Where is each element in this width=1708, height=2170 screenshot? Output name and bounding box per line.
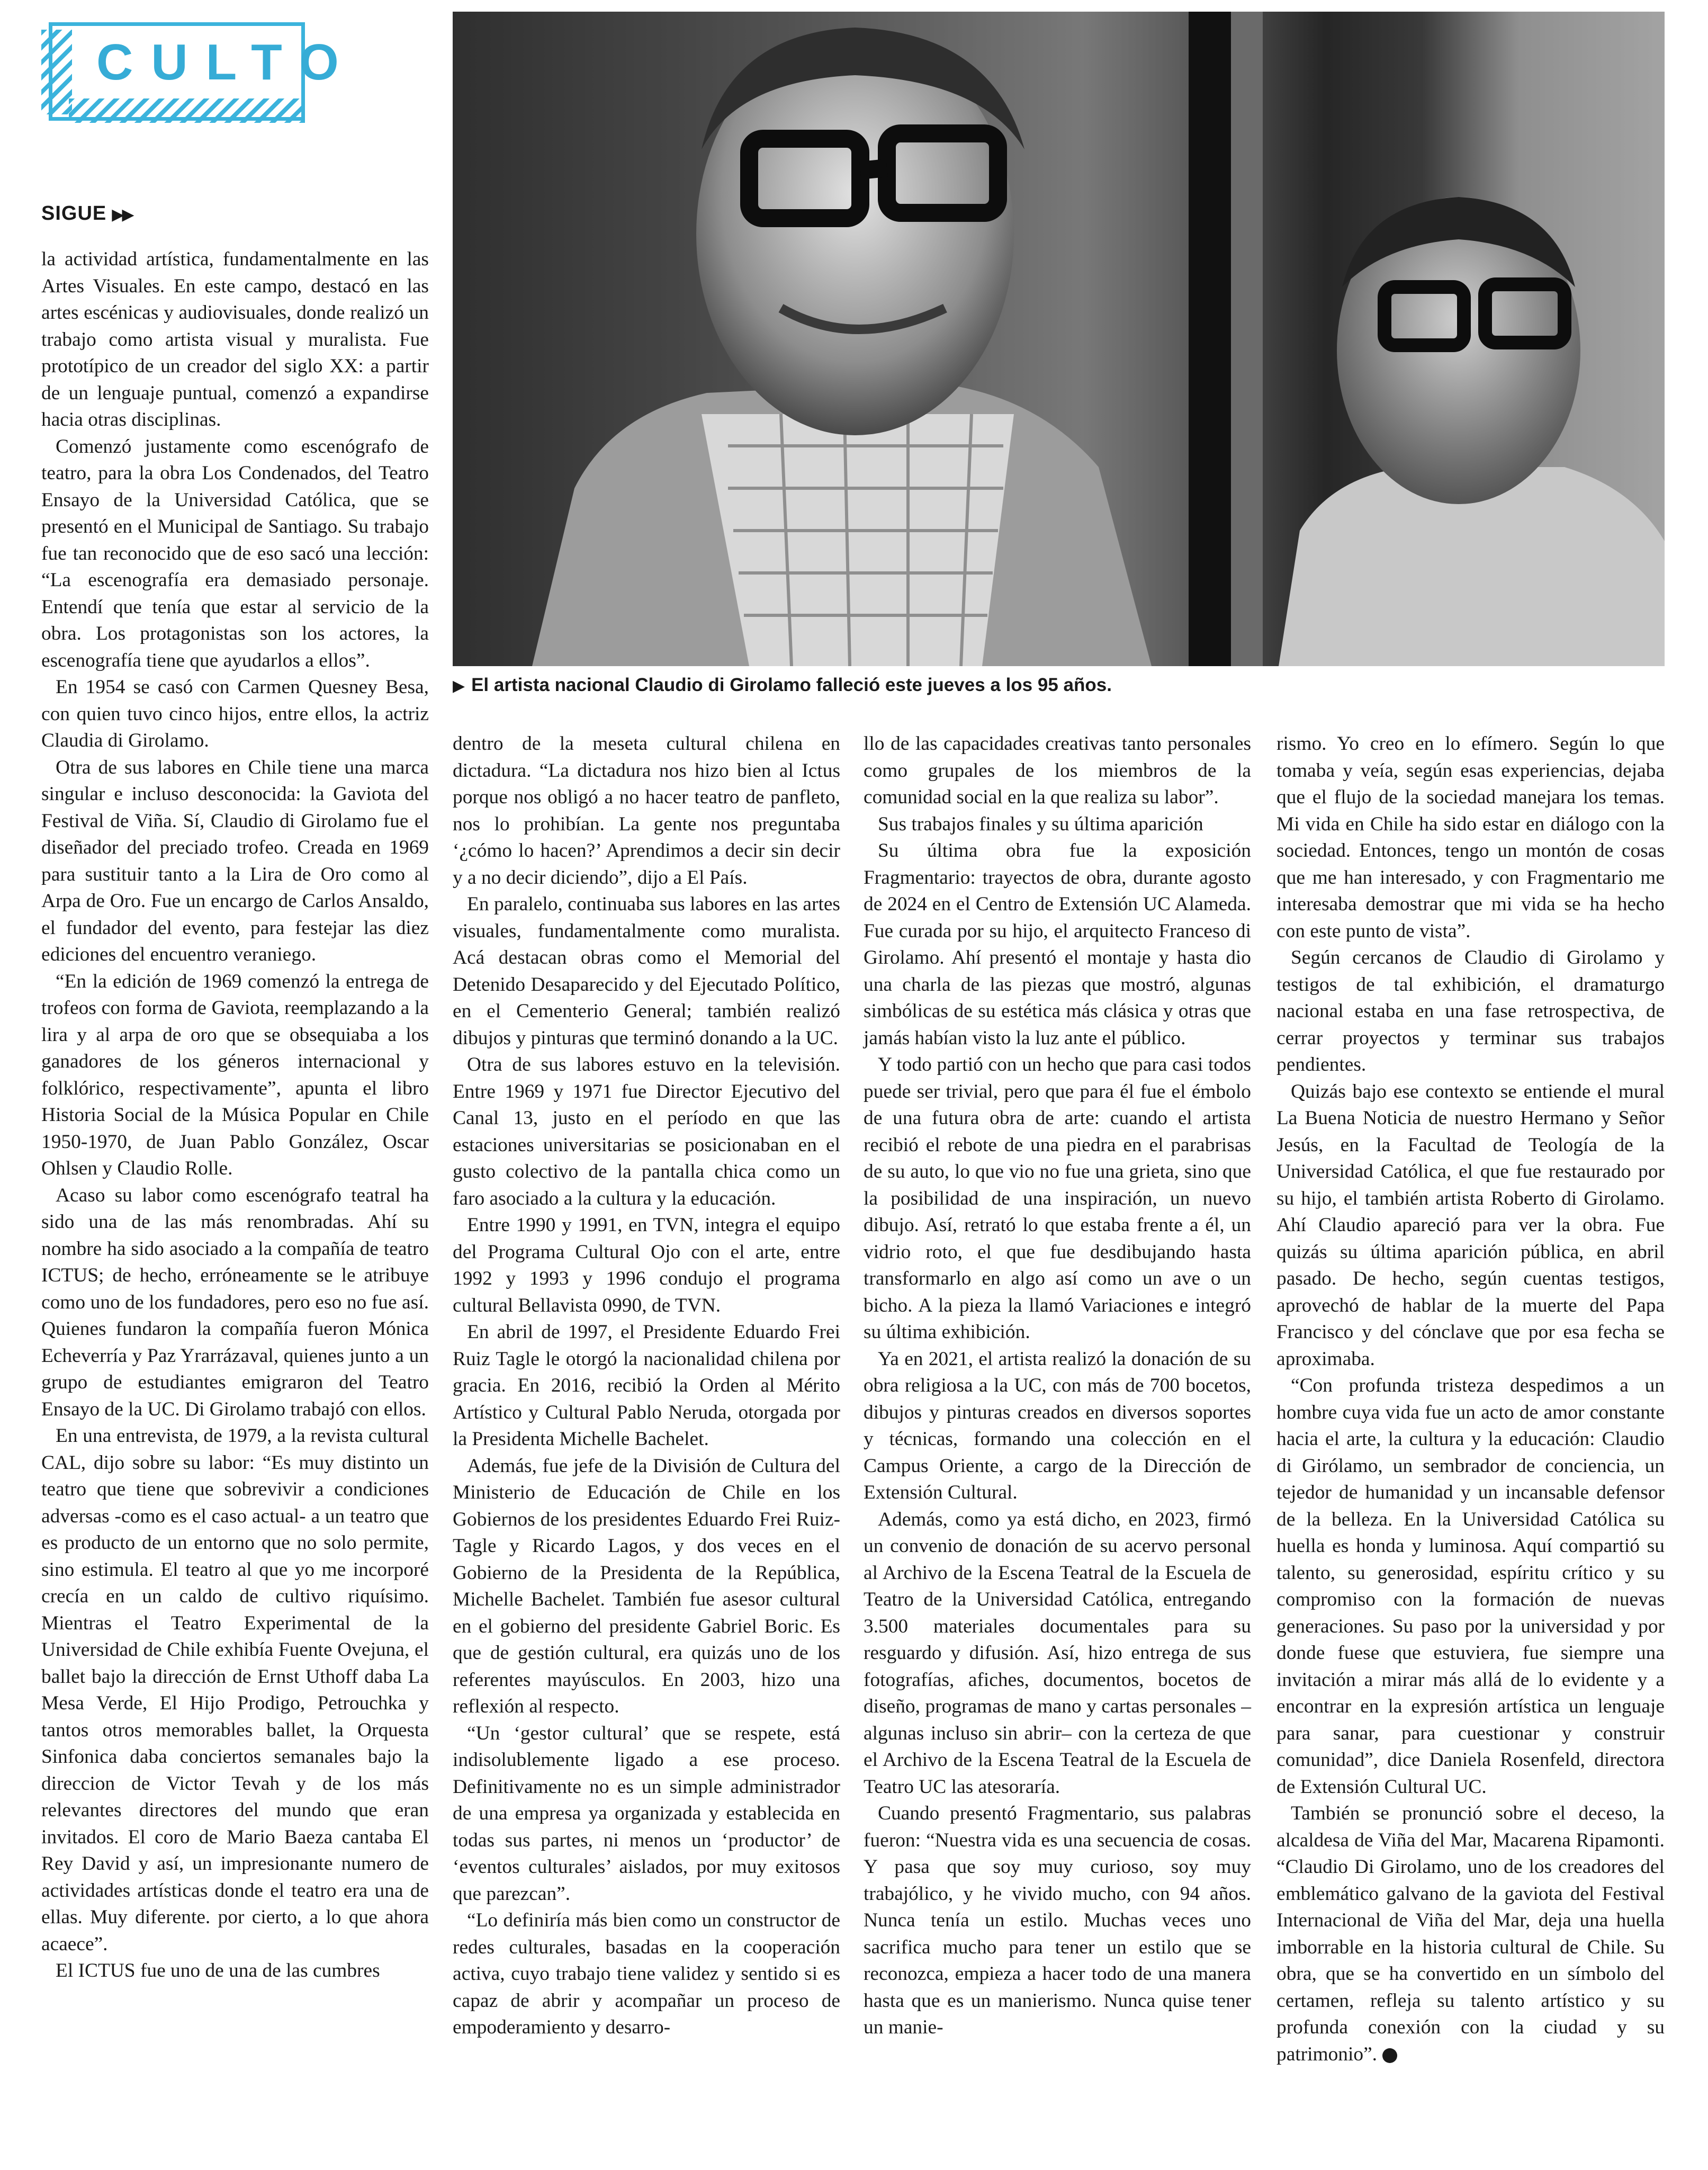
end-mark-icon [1382, 2048, 1397, 2063]
subheading [864, 811, 1251, 838]
paragraph [41, 755, 429, 969]
paragraph-text: En abril de 1997, el Presidente Eduardo Frei Ruiz Tagle le otorgó la nacionalidad chilena por gracia. En 2016, recibió la Orden al Mérito Artístico y Cultural Pablo Neruda, otorgada por la Presidenta Michelle Bachelet. [453, 1321, 840, 1450]
text-column-2 [453, 731, 840, 2041]
paragraph [864, 1052, 1251, 1346]
paragraph [1276, 1079, 1665, 1373]
paragraph-text: Otra de sus labores estuvo en la televisión. Entre 1969 y 1971 fue Director Ejecutivo del Canal 13, justo en el período en que las estaciones universitarias se posicionaban en el gusto colectivo de la pantalla chica como un faro asociado a la cultura y la educación. [453, 1054, 840, 1209]
door-frame [1189, 12, 1231, 666]
paragraph [864, 1507, 1251, 1801]
paragraph [1276, 945, 1665, 1079]
paragraph-text: “Lo definiría más bien como un constructor de redes culturales, basadas en la cooperación activa, cuyo trabajo tiene validez y sentido si es capaz de abrir y acompañar un proceso de empoderamiento y desarro- [453, 1909, 840, 2038]
paragraph [453, 1907, 840, 2041]
paragraph-text: Entre 1990 y 1991, en TVN, integra el equipo del Programa Cultural Ojo con el arte, entre 1992 y 1993 y 1996 condujo el programa cultural Bellavista 0990, de TVN. [453, 1214, 840, 1316]
paragraph [453, 1720, 840, 1908]
continued-label: SIGUE [41, 202, 107, 225]
paragraph-text: Además, fue jefe de la División de Cultura del Ministerio de Educación de Chile en los Gobiernos de los presidentes Eduardo Frei Ruiz-Tagle y Ricardo Lagos, y dos veces en el Gobierno de la Presidenta de la República, Michelle Bachelet. También fue asesor cultural en el gobierno del presidente Gabriel Boric. Es que de gestión cultural, era quizás uno de los referentes mayúsculos. En 2003, hizo una reflexión al respecto. [453, 1455, 840, 1717]
paragraph-text: dentro de la meseta cultural chilena en dictadura. “La dictadura nos hizo bien al Ictus porque nos obligó a no hacer teatro de panfleto, nos lo prohibían. La gente nos preguntaba ‘¿cómo lo hacen?’ Aprendimos a decir sin decir y a no decir diciendo”, dijo a El País. [453, 733, 840, 889]
paragraph-text: rismo. Yo creo en lo efímero. Según lo que tomaba y veía, según esas experiencias, dejaba que el flujo de la sociedad manejara los temas. Mi vida en Chile ha sido estar en diálogo con la sociedad. Entonces, tengo un montón de cosas que me han interesado, y con Fragmentario me interesaba demostrar que mi vida se ha hecho con este punto de vista”. [1276, 733, 1665, 942]
paragraph [864, 1800, 1251, 2041]
paragraph-text: “En la edición de 1969 comenzó la entrega de trofeos con forma de Gaviota, reemplazando a la lira y al arpa de oro que se obsequiaba a los ganadores de los géneros internacional y folklórico, respectivamente”, apunta el libro Historia Social de la Música Popular en Chile 1950-1970, de Juan Pablo González, Oscar Ohlsen y Claudio Rolle. [41, 970, 429, 1179]
paragraph [453, 1319, 840, 1453]
section-name: CULTO [78, 31, 301, 94]
paragraph-text: En paralelo, continuaba sus labores en las artes visuales, fundamentalmente como muralista. Acá destacan obras como el Memorial del Detenido Desaparecido y del Ejecutado Político, en el Cementerio General; también realizó dibujos y pinturas que terminó donando a la UC. [453, 893, 840, 1049]
paragraph-text: El ICTUS fue uno de una de las cumbres [56, 1960, 380, 1981]
paragraph-text: Su última obra fue la exposición Fragmentario: trayectos de obra, durante agosto de 2024 en el Centro de Extensión UC Alameda. Fue curada por su hijo, el arquitecto Franceso di Girolamo. Ahí presentó el montaje y hasta dio una charla de las piezas que mostró, algunas simbólicas de su estética más clásica y otras que jamás habían visto la luz ante el público. [864, 840, 1251, 1049]
paragraph [453, 1052, 840, 1212]
text-column-4 [1276, 731, 1665, 2068]
mirror-edge [1231, 12, 1263, 666]
paragraph-text: la actividad artística, fundamentalmente en las Artes Visuales. En este campo, destacó en las artes escénicas y audiovisuales, donde realizó un trabajo como artista visual y muralista. Fue prototípico de un creador del siglo XX: a partir de un lenguaje puntual, comenzó a expandirse hacia otras disciplinas. [41, 248, 429, 431]
paragraph-text: También se pronunció sobre el deceso, la alcaldesa de Viña del Mar, Macarena Ripamonti. “Claudio Di Girolamo, uno de los creadores del emblemático galvano de la gaviota del Festival Internacional de Viña del Mar, deja una huella imborrable en la historia cultural de Chile. Su obra, que se ha convertido en un símbolo del certamen, refleja su talento artístico y su profunda conexión con la ciudad y su patrimonio”. [1276, 1803, 1665, 2065]
paragraph [1276, 1373, 1665, 1800]
paragraph-text: Y todo partió con un hecho que para casi todos puede ser trivial, pero que para él fue el émbolo de una futura obra de arte: cuando el artista recibió el rebote de una piedra en el parabrisas de su auto, lo que vio no fue una grieta, sino que la posibilidad de una inspiración, un nuevo dibujo. Así, retrató lo que estaba frente a él, un vidrio roto, el que fue desdibujando hasta transformarlo en algo así como un ave o un bicho. A la pieza la llamó Variaciones e integró su última exhibición. [864, 1054, 1251, 1343]
paragraph-text: Cuando presentó Fragmentario, sus palabras fueron: “Nuestra vida es una secuencia de cosas. Y pasa que soy muy curioso, soy muy trabajólico, y he vivido mucho, con 94 años. Nunca tenía un estilo. Muchas veces uno sacrifica mucho para tener un estilo que se reconozca, empieza a hacer todo de una manera hasta que es un manierismo. Nunca quise tener un manie- [864, 1803, 1251, 2038]
paragraph [864, 838, 1251, 1052]
paragraph [864, 1346, 1251, 1507]
text-column-3 [864, 731, 1251, 2041]
paragraph [41, 246, 429, 434]
paragraph [864, 731, 1251, 811]
paragraph [41, 1423, 429, 1958]
double-play-icon: ▶▶ [112, 206, 132, 223]
paragraph [1276, 731, 1665, 945]
text-column-1 [41, 246, 429, 1985]
paragraph [453, 731, 840, 891]
photo-caption [453, 674, 1665, 698]
paragraph-text: Sus trabajos finales y su última aparición [878, 813, 1203, 835]
paragraph-text: Otra de sus labores en Chile tiene una marca singular e incluso desconocida: la Gaviota del Festival de Viña. Sí, Claudio di Girolamo fue el diseñador del preciado trofeo. Creada en 1969 para sustituir tanto a la Lira de Oro como al Arpa de Oro. Fue un encargo de Carlos Ansaldo, el fundador del evento, para festejar las diez ediciones del encuentro veraniego. [41, 756, 429, 965]
paragraph-text: “Con profunda tristeza despedimos a un hombre cuya vida fue un acto de amor constante hacia el arte, la cultura y la educación: Claudio di Girólamo, un sembrador de conciencia, un tejedor de humanidad y un incansable defensor de la belleza. En la Universidad Católica su huella es honda y luminosa. Aquí compartió su talento, su generosidad, espíritu crítico y su compromiso con la formación de nuevas generaciones. Su paso por la universidad y por donde fuese que estuviera, fue siempre una invitación a mirar más allá de lo evidente y a encontrar en la expresión artística un lenguaje para sanar, para cuestionar y construir comunidad”, dice Daniela Rosenfeld, directora de Extensión Cultural UC. [1276, 1375, 1665, 1798]
paragraph-text: Además, como ya está dicho, en 2023, firmó un convenio de donación de su acervo personal al Archivo de la Escena Teatral de la Escuela de Teatro de la Universidad Católica, entregando 3.500 materiales documentales para su resguardo y difusión. Así, hizo entrega de sus fotografías, afiches, documentos, bocetos de diseño, programas de mano y cartas personales –algunas incluso sin abrir– con la certeza de que el Archivo de la Escena Teatral de la Escuela de Teatro UC las atesoraría. [864, 1508, 1251, 1798]
continued-marker [41, 202, 132, 225]
paragraph-text: Acaso su labor como escenógrafo teatral ha sido una de las más renombradas. Ahí su nombre ha sido asociado a la compañía de teatro ICTUS; de hecho, erróneamente se le atribuye como uno de los fundadores, pero eso no fue así. Quienes fundaron la compañía fueron Mónica Echeverría y Paz Yrarrázaval, quienes junto a un grupo de estudiantes emigraron del Teatro Ensayo de la UC. Di Girolamo trabajó con ellos. [41, 1184, 429, 1420]
paragraph-text: Según cercanos de Claudio di Girolamo y testigos de tal exhibición, el dramaturgo nacional estaba en una fase retrospectiva, de cerrar proyectos y terminar sus trabajos pendientes. [1276, 947, 1665, 1075]
paragraph-text: llo de las capacidades creativas tanto personales como grupales de los miembros de la comunidad social en la que realiza su labor”. [864, 733, 1251, 808]
paragraph [41, 1182, 429, 1423]
paragraph [41, 1958, 429, 1985]
paragraph-text: Quizás bajo ese contexto se entiende el mural La Buena Noticia de nuestro Hermano y Señor Jesús, en la Facultad de Teología de la Universidad Católica, el que fue restaurado por su hijo, el también artista Roberto di Girolamo. Ahí Claudio apareció para ver la obra. Fue quizás su última aparición pública, en abril pasado. De hecho, según cuentas testigos, aprovechó de hablar de la muerte del Papa Francisco y del cónclave que por esa fecha se aproximaba. [1276, 1080, 1665, 1370]
paragraph-text: Comenzó justamente como escenógrafo de teatro, para la obra Los Condenados, del Teatro Ensayo de la Universidad Católica, que se presentó en el Municipal de Santiago. Su trabajo fue tan reconocido que de eso sacó una lección: “La escenografía era demasiado personaje. Entendí que tenía que estar al servicio de la obra. Los protagonistas son los actores, la escenografía tiene que ayudarlos a ellos”. [41, 435, 429, 671]
paragraph [453, 891, 840, 1052]
paragraph [1276, 1800, 1665, 2068]
paragraph [41, 969, 429, 1182]
paragraph [41, 434, 429, 675]
paragraph [41, 674, 429, 755]
photo-illustration [453, 12, 1665, 666]
play-arrow-icon: ▶ [453, 677, 465, 695]
paragraph [453, 1453, 840, 1720]
paragraph-text: Ya en 2021, el artista realizó la donación de su obra religiosa a la UC, con más de 700 bocetos, dibujos y pinturas creados en diversos soportes y técnicas, formando una colección en el Campus Oriente, a cargo de la Dirección de Extensión Cultural. [864, 1348, 1251, 1503]
article-photo [453, 12, 1665, 666]
caption-text: El artista nacional Claudio di Girolamo falleció este jueves a los 95 años. [471, 675, 1112, 695]
paragraph [453, 1212, 840, 1319]
paragraph-text: En 1954 se casó con Carmen Quesney Besa, con quien tuvo cinco hijos, entre ellos, la actriz Claudia di Girolamo. [41, 676, 429, 751]
paragraph-text: “Un ‘gestor cultural’ que se respete, está indisolublemente ligado a ese proceso. Definitivamente no es un simple administrador de una empresa ya organizada y establecida en todas sus partes, ni menos un ‘productor’ de ‘eventos culturales’ aislados, por muy exitosos que parezcan”. [453, 1722, 840, 1905]
section-logo [41, 15, 357, 127]
paragraph-text: En una entrevista, de 1979, a la revista cultural CAL, dijo sobre su labor: “Es muy distinto un teatro que tiene que sobrevivir a condiciones adversas -como es el caso actual- a un teatro que es producto de un entorno que no solo permite, sino estimula. El teatro al que yo me incorporé crecía en un caldo de cultivo riquísimo. Mientras el Teatro Experimental de la Universidad de Chile exhibía Fuente Ovejuna, el ballet bajo la dirección de Ernst Uthoff daba La Mesa Verde, El Hijo Prodigo, Petrouchka y tantos otros memorables ballet, la Orquesta Sinfonica daba conciertos semanales bajo la direccion de Victor Tevah y de los más relevantes directores del mundo que eran invitados. El coro de Mario Baeza cantaba El Rey David y así, un impresionante numero de actividades artísticas donde el teatro era una de ellas. Muy diferente. por cierto, a lo que ahora acaece”. [41, 1425, 429, 1955]
